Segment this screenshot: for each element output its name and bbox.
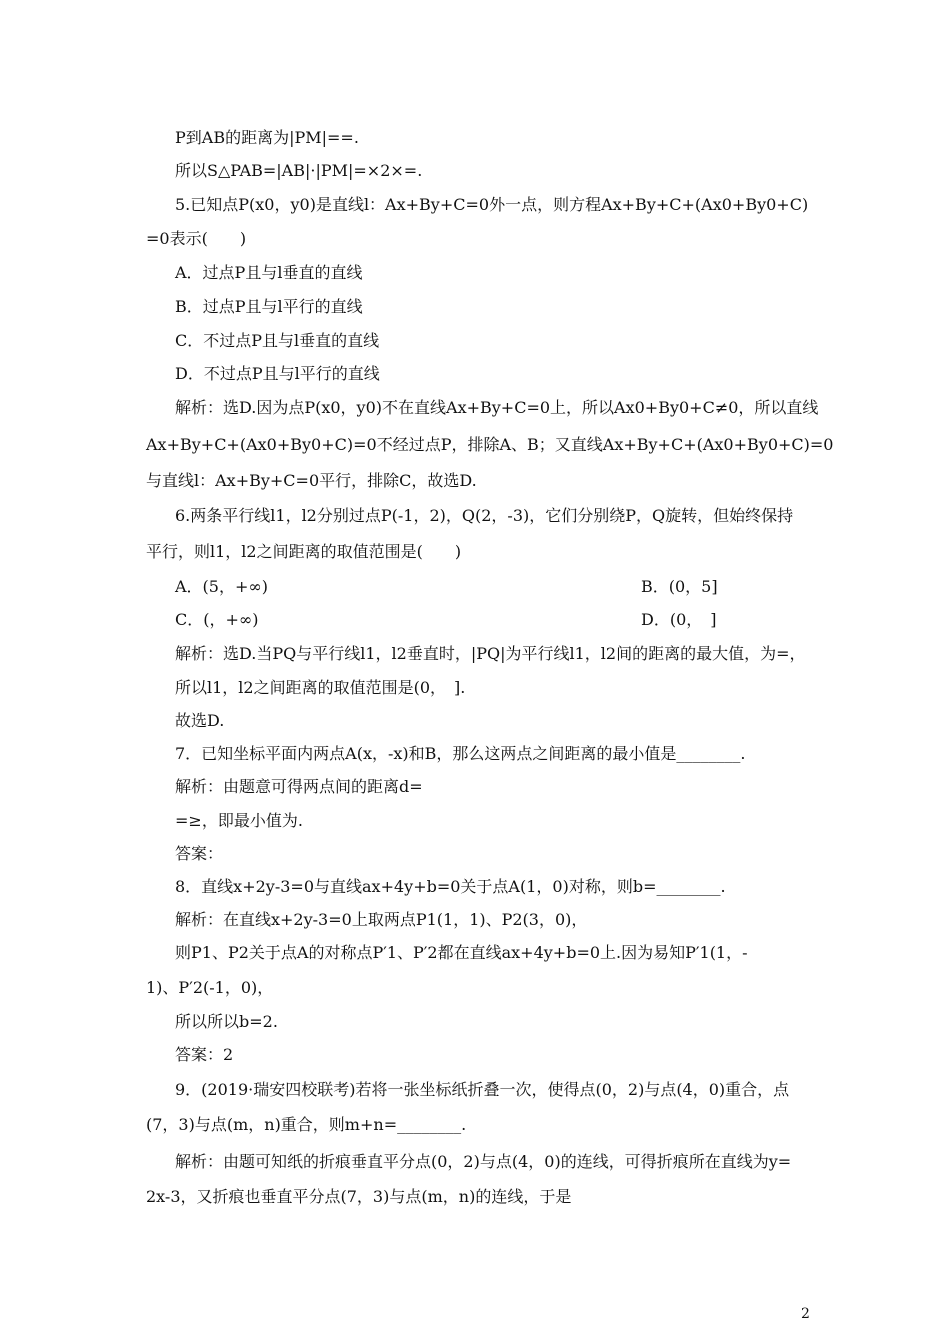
option-c: C．(，+∞)	[175, 610, 259, 629]
solution-text: 所以l1，l2之间距离的取值范围是(0， ].	[175, 678, 466, 697]
answer-text: 答案：	[175, 844, 224, 863]
solution-text: 解析：选D.因为点P(x0，y0)不在直线Ax+By+C=0上，所以Ax0+By0+C≠0，所以直线	[175, 398, 819, 417]
option-a: A．(5，+∞)	[175, 577, 268, 596]
option-b: B．过点P且与l平行的直线	[175, 297, 363, 316]
solution-text: Ax+By+C+(Ax0+By0+C)=0不经过点P，排除A、B；又直线Ax+By+C+(Ax0+By0+C)=0	[146, 435, 834, 454]
answer-text: 答案：2	[175, 1045, 234, 1064]
option-d: D．(0， ]	[641, 610, 717, 629]
text-line: 所以S△PAB=|AB|·|PM|=×2×=.	[175, 161, 423, 180]
page-number: 2	[801, 1306, 810, 1322]
solution-text: 2x-3，又折痕也垂直平分点(7，3)与点(m，n)的连线，于是	[146, 1187, 572, 1206]
solution-text: 解析：由题可知纸的折痕垂直平分点(0，2)与点(4，0)的连线，可得折痕所在直线为y=	[175, 1152, 792, 1171]
question-9-stem: 9．(2019·瑞安四校联考)若将一张坐标纸折叠一次，使得点(0，2)与点(4，0)重合，点	[175, 1080, 790, 1099]
question-5-stem: 5.已知点P(x0，y0)是直线l：Ax+By+C=0外一点，则方程Ax+By+C+(Ax0+By0+C)	[175, 195, 809, 214]
solution-text: 解析：在直线x+2y-3=0上取两点P1(1，1)、P2(3，0)，	[175, 910, 588, 929]
question-7-stem: 7．已知坐标平面内两点A(x，-x)和B，那么这两点之间距离的最小值是________.	[175, 744, 746, 763]
question-5-stem: =0表示( )	[146, 229, 247, 248]
solution-text: 解析：由题意可得两点间的距离d=	[175, 777, 423, 796]
solution-text: 故选D.	[175, 711, 225, 730]
option-d: D．不过点P且与l平行的直线	[175, 364, 380, 383]
solution-text: =≥，即最小值为.	[175, 811, 303, 830]
solution-text: 1)、P′2(-1，0)，	[146, 978, 274, 997]
question-8-stem: 8．直线x+2y-3=0与直线ax+4y+b=0关于点A(1，0)对称，则b=________.	[175, 877, 726, 896]
question-9-stem: (7，3)与点(m，n)重合，则m+n=________.	[146, 1115, 467, 1134]
solution-text: 解析：选D.当PQ与平行线l1，l2垂直时，|PQ|为平行线l1，l2间的距离的最大值，为=，	[175, 644, 806, 663]
question-6-stem: 6.两条平行线l1，l2分别过点P(-1，2)，Q(2，-3)，它们分别绕P，Q旋转，但始终保持	[175, 506, 794, 525]
option-b: B．(0，5]	[641, 577, 718, 596]
text-line: P到AB的距离为|PM|==.	[175, 128, 359, 147]
solution-text: 所以所以b=2.	[175, 1012, 278, 1031]
solution-text: 则P1、P2关于点A的对称点P′1、P′2都在直线ax+4y+b=0上.因为易知P′1(1，-	[175, 943, 748, 962]
option-c: C．不过点P且与l垂直的直线	[175, 331, 380, 350]
solution-text: 与直线l：Ax+By+C=0平行，排除C，故选D.	[146, 471, 477, 490]
question-6-stem: 平行，则l1，l2之间距离的取值范围是( )	[146, 542, 462, 561]
option-a: A．过点P且与l垂直的直线	[175, 263, 363, 282]
